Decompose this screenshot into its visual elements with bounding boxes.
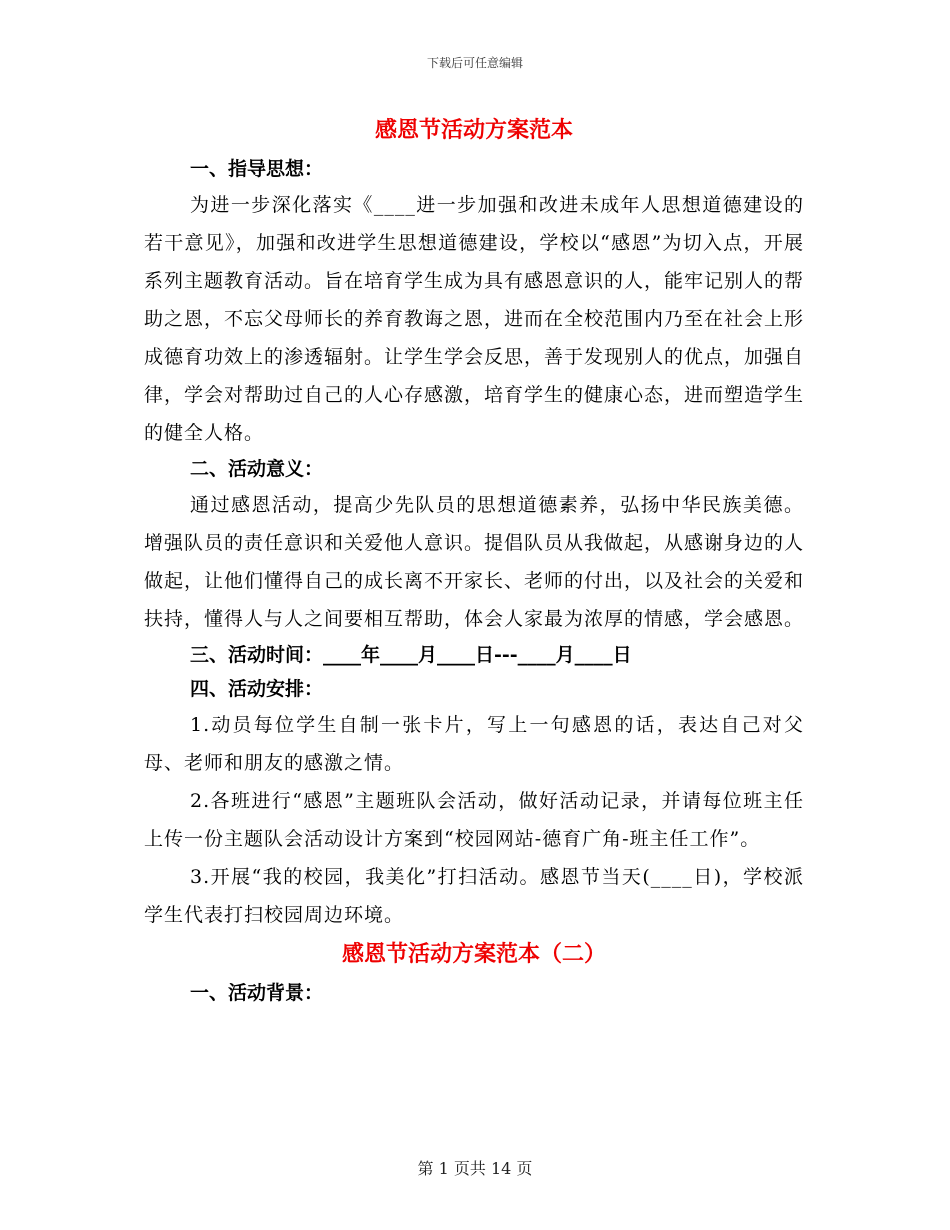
section-heading-significance: 二、活动意义： xyxy=(190,458,324,480)
section-heading-activity-time: 三、活动时间：____年____月____日---____月____日 xyxy=(190,644,632,666)
paragraph-significance: 通过感恩活动，提高少先队员的思想道德素养，弘扬中华民族美德。增强队员的责任意识和关爱他人意识。提倡队员从我做起，从感谢身边的人做起，让他们懂得自己的成长离不开家长、老师的付出，以及社会的关爱和扶持，懂得人与人之间要相互帮助，体会人家最为浓厚的情感，学会感恩。 xyxy=(144,494,805,630)
list-item-arrangement-2: 2.各班进行“感恩”主题班队会活动，做好活动记录，并请每位班主任上传一份主题队会活动设计方案到“校园网站-德育广角-班主任工作”。 xyxy=(144,790,804,850)
document-body xyxy=(144,110,804,1010)
document-title-part-two: 感恩节活动方案范本（二） xyxy=(341,941,606,967)
document-title: 感恩节活动方案范本 xyxy=(374,117,573,143)
page-header-note: 下载后可任意编辑 xyxy=(426,56,523,70)
list-item-arrangement-1: 1.动员每位学生自制一张卡片，写上一句感恩的话，表达自己对父母、老师和朋友的感激之情。 xyxy=(144,714,804,774)
list-item-arrangement-3: 3.开展“我的校园，我美化”打扫活动。感恩节当天(____日)，学校派学生代表打扫校园周边环境。 xyxy=(144,866,804,926)
paragraph-guiding-thought: 为进一步深化落实《____进一步加强和改进未成年人思想道德建设的若干意见》，加强和改进学生思想道德建设，学校以“感恩”为切入点，开展系列主题教育活动。旨在培育学生成为具有感恩意识的人，能牢记别人的帮助之恩，不忘父母师长的养育教诲之恩，进而在全校范围内乃至在社会上形成德育功效上的渗透辐射。让学生学会反思，善于发现别人的优点，加强自律，学会对帮助过自己的人心存感激，培育学生的健康心态，进而塑造学生的健全人格。 xyxy=(144,194,805,444)
page-number-footer: 第 1 页共 14 页 xyxy=(417,1159,533,1178)
section-heading-guiding-thought: 一、指导思想： xyxy=(190,158,324,180)
section-heading-background: 一、活动背景： xyxy=(190,982,324,1004)
section-heading-arrangement: 四、活动安排： xyxy=(190,678,324,700)
